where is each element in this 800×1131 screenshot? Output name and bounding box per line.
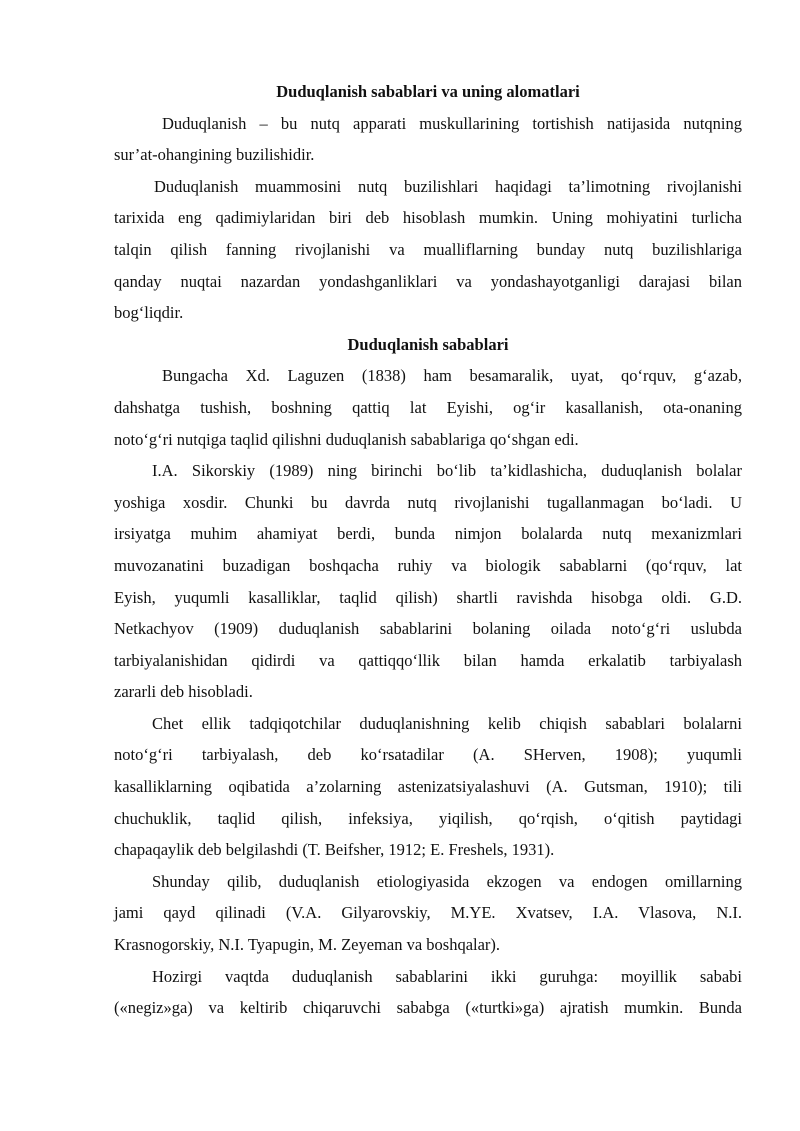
text-line: Chet ellik tadqiqotchilar duduqlanishning kelib chiqish sabablari bolalarni xyxy=(152,713,742,733)
text-line: yoshiga xosdir. Chunki bu davrda nutq rivojlanishi tugallanmagan bo‘ladi. U xyxy=(114,492,742,512)
paragraph-laguzen xyxy=(114,360,742,455)
text-line: jami qayd qilinadi (V.A. Gilyarovskiy, M.YE. Xvatsev, I.A. Vlasova, N.I. xyxy=(114,903,742,923)
paragraph-current-view xyxy=(114,961,742,1024)
document-page xyxy=(114,76,742,1024)
text-line: Eyish, yuqumli kasalliklar, taqlid qilish) shartli ravishda hisobga oldi. G.D. xyxy=(114,587,742,607)
text-line: irsiyatga muhim ahamiyat berdi, bunda nimjon bolalarda nutq mexanizmlari xyxy=(114,524,742,544)
text-line: noto‘g‘ri tarbiyalash, deb ko‘rsatadilar (A. SHerven, 1908); yuqumli xyxy=(114,745,742,765)
text-line: Krasnogorskiy, N.I. Tyapugin, M. Zeyeman va boshqalar). xyxy=(114,935,501,955)
text-line: muvozanatini buzadigan boshqacha ruhiy va biologik sabablarni (qo‘rquv, lat xyxy=(114,555,742,575)
paragraph-sikorskiy xyxy=(114,455,742,708)
text-line: noto‘g‘ri nutqiga taqlid qilishni duduqlanish sabablariga qo‘shgan edi. xyxy=(114,429,579,449)
paragraph-history xyxy=(114,171,742,329)
text-line: bog‘liqdir. xyxy=(114,303,184,323)
page-title: Duduqlanish sabablari va uning alomatlari xyxy=(276,82,580,101)
text-line: sur’at-ohangining buzilishidir. xyxy=(114,145,315,165)
paragraph-etiology xyxy=(114,866,742,961)
text-line: dahshatga tushish, boshning qattiq lat Eyishi, og‘ir kasallanish, ota-onaning xyxy=(114,397,742,417)
text-line: chapaqaylik deb belgilashdi (T. Beifsher, 1912; E. Freshels, 1931). xyxy=(114,840,555,860)
text-line: Hozirgi vaqtda duduqlanish sabablarini ikki guruhga: moyillik sababi xyxy=(152,966,742,986)
paragraph-definition xyxy=(114,108,742,171)
text-line: Duduqlanish muammosini nutq buzilishlari haqidagi ta’limotning rivojlanishi xyxy=(154,176,742,196)
text-line: kasalliklarning oqibatida a’zolarning astenizatsiyalashuvi (A. Gutsman, 1910); tili xyxy=(114,777,742,797)
paragraph-foreign-researchers xyxy=(114,708,742,866)
text-line: Duduqlanish – bu nutq apparati muskullarining tortishish natijasida nutqning xyxy=(162,113,742,133)
section-subtitle: Duduqlanish sabablari xyxy=(347,334,509,354)
text-line: qanday nuqtai nazardan yondashganliklari va yondashayotganligi darajasi bilan xyxy=(114,271,742,291)
text-line: talqin qilish fanning rivojlanishi va mualliflarning bunday nutq buzilishlariga xyxy=(114,239,742,259)
text-line: tarixida eng qadimiylaridan biri deb hisoblash mumkin. Uning mohiyatini turlicha xyxy=(114,208,742,228)
text-line: chuchuklik, taqlid qilish, infeksiya, yiqilish, qo‘rqish, o‘qitish paytidagi xyxy=(114,808,742,828)
text-line: tarbiyalanishidan qidirdi va qattiqqo‘llik bilan hamda erkalatib tarbiyalash xyxy=(114,650,742,670)
text-line: Shunday qilib, duduqlanish etiologiyasida ekzogen va endogen omillarning xyxy=(152,871,742,891)
text-line: Netkachyov (1909) duduqlanish sabablarini bolaning oilada noto‘g‘ri uslubda xyxy=(114,619,742,639)
text-line: («negiz»ga) va keltirib chiqaruvchi sababga («turtki»ga) ajratish mumkin. Bunda xyxy=(114,998,742,1018)
text-line: Bungacha Xd. Laguzen (1838) ham besamaralik, uyat, qo‘rquv, g‘azab, xyxy=(162,366,742,386)
text-line: zararli deb hisobladi. xyxy=(114,682,253,702)
text-line: I.A. Sikorskiy (1989) ning birinchi bo‘lib ta’kidlashicha, duduqlanish bolalar xyxy=(152,461,742,481)
